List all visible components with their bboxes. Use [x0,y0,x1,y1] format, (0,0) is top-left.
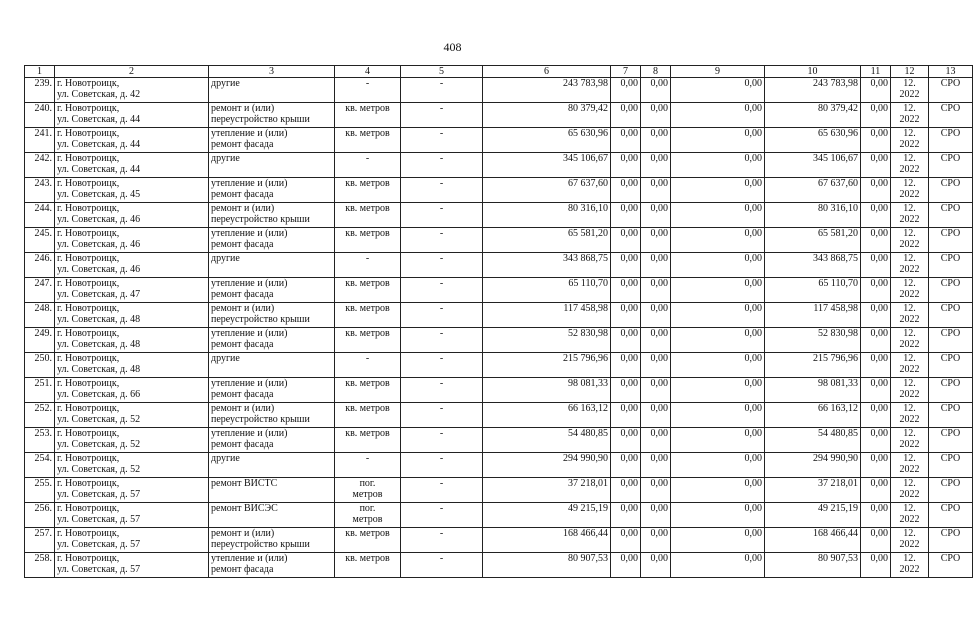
table-row [25,328,973,353]
cell-quantity: - [401,303,483,328]
cell-col-8: 0,00 [641,453,671,478]
cell-work-type: ремонт и (или) переустройство крыши [209,528,335,553]
cell-col-11: 0,00 [861,178,891,203]
cell-col-7: 0,00 [611,203,641,228]
cell-method: СРО [929,453,973,478]
page-number: 408 [443,40,462,54]
cell-unit: кв. метров [335,278,401,303]
cell-deadline: 12. 2022 [891,203,929,228]
cell-total-cost: 80 379,42 [483,103,611,128]
cell-col-9: 0,00 [671,328,765,353]
cell-work-type: утепление и (или) ремонт фасада [209,328,335,353]
cell-total-cost: 117 458,98 [483,303,611,328]
cell-col-10: 168 466,44 [765,528,861,553]
cell-col-9: 0,00 [671,428,765,453]
cell-total-cost: 80 907,53 [483,553,611,578]
cell-method: СРО [929,78,973,103]
cell-method: СРО [929,128,973,153]
cell-total-cost: 49 215,19 [483,503,611,528]
cell-row-number: 252. [25,403,55,428]
column-header-2: 2 [55,66,209,78]
cell-deadline: 12. 2022 [891,528,929,553]
cell-row-number: 255. [25,478,55,503]
cell-col-10: 54 480,85 [765,428,861,453]
column-header-3: 3 [209,66,335,78]
cell-col-11: 0,00 [861,278,891,303]
cell-col-10: 80 379,42 [765,103,861,128]
cell-col-9: 0,00 [671,378,765,403]
cell-col-11: 0,00 [861,353,891,378]
cell-address: г. Новотроицк, ул. Советская, д. 48 [55,328,209,353]
cell-deadline: 12. 2022 [891,153,929,178]
cell-col-10: 37 218,01 [765,478,861,503]
cell-work-type: утепление и (или) ремонт фасада [209,378,335,403]
cell-address: г. Новотроицк, ул. Советская, д. 52 [55,453,209,478]
cell-unit: - [335,353,401,378]
cell-method: СРО [929,328,973,353]
cell-col-11: 0,00 [861,253,891,278]
cell-deadline: 12. 2022 [891,478,929,503]
cell-work-type: другие [209,353,335,378]
cell-work-type: утепление и (или) ремонт фасада [209,178,335,203]
cell-col-10: 343 868,75 [765,253,861,278]
cell-method: СРО [929,353,973,378]
cell-address: г. Новотроицк, ул. Советская, д. 52 [55,403,209,428]
cell-row-number: 254. [25,453,55,478]
cell-address: г. Новотроицк, ул. Советская, д. 57 [55,503,209,528]
cell-address: г. Новотроицк, ул. Советская, д. 44 [55,153,209,178]
cell-quantity: - [401,78,483,103]
cell-quantity: - [401,353,483,378]
cell-row-number: 241. [25,128,55,153]
cell-quantity: - [401,328,483,353]
cell-col-7: 0,00 [611,503,641,528]
cell-address: г. Новотроицк, ул. Советская, д. 48 [55,353,209,378]
cell-col-11: 0,00 [861,378,891,403]
table-row [25,78,973,103]
cell-col-9: 0,00 [671,228,765,253]
cell-work-type: ремонт и (или) переустройство крыши [209,203,335,228]
cell-col-9: 0,00 [671,528,765,553]
cell-deadline: 12. 2022 [891,553,929,578]
cell-col-7: 0,00 [611,153,641,178]
cell-work-type: утепление и (или) ремонт фасада [209,228,335,253]
cell-quantity: - [401,228,483,253]
cell-col-8: 0,00 [641,203,671,228]
cell-address: г. Новотроицк, ул. Советская, д. 44 [55,103,209,128]
cell-method: СРО [929,403,973,428]
table-row [25,378,973,403]
cell-col-9: 0,00 [671,453,765,478]
cell-unit: кв. метров [335,178,401,203]
cell-col-8: 0,00 [641,528,671,553]
cell-quantity: - [401,503,483,528]
cell-quantity: - [401,103,483,128]
cell-unit: - [335,153,401,178]
cell-col-9: 0,00 [671,178,765,203]
cell-col-9: 0,00 [671,278,765,303]
cell-total-cost: 215 796,96 [483,353,611,378]
cell-unit: пог. метров [335,503,401,528]
table-row [25,228,973,253]
cell-col-9: 0,00 [671,553,765,578]
cell-row-number: 251. [25,378,55,403]
cell-deadline: 12. 2022 [891,278,929,303]
cell-col-10: 215 796,96 [765,353,861,378]
cell-deadline: 12. 2022 [891,378,929,403]
cell-row-number: 249. [25,328,55,353]
cell-total-cost: 67 637,60 [483,178,611,203]
cell-col-10: 117 458,98 [765,303,861,328]
cell-col-9: 0,00 [671,128,765,153]
cell-row-number: 257. [25,528,55,553]
cell-col-7: 0,00 [611,328,641,353]
cell-col-10: 65 110,70 [765,278,861,303]
cell-unit: - [335,78,401,103]
table-row [25,553,973,578]
cell-address: г. Новотроицк, ул. Советская, д. 57 [55,553,209,578]
cell-col-9: 0,00 [671,203,765,228]
cell-address: г. Новотроицк, ул. Советская, д. 46 [55,228,209,253]
column-header-8: 8 [641,66,671,78]
cell-unit: кв. метров [335,303,401,328]
cell-address: г. Новотроицк, ул. Советская, д. 57 [55,478,209,503]
cell-quantity: - [401,453,483,478]
cell-address: г. Новотроицк, ул. Советская, д. 57 [55,528,209,553]
cell-col-10: 66 163,12 [765,403,861,428]
cell-col-11: 0,00 [861,78,891,103]
cell-unit: - [335,253,401,278]
cell-quantity: - [401,403,483,428]
cell-deadline: 12. 2022 [891,128,929,153]
cell-col-11: 0,00 [861,328,891,353]
cell-method: СРО [929,503,973,528]
cell-col-8: 0,00 [641,178,671,203]
cell-col-7: 0,00 [611,553,641,578]
cell-deadline: 12. 2022 [891,253,929,278]
cell-row-number: 243. [25,178,55,203]
cell-col-7: 0,00 [611,303,641,328]
cell-col-10: 80 907,53 [765,553,861,578]
cell-total-cost: 98 081,33 [483,378,611,403]
cell-row-number: 253. [25,428,55,453]
cell-quantity: - [401,478,483,503]
cell-row-number: 245. [25,228,55,253]
header-row [25,66,973,78]
table-row [25,503,973,528]
cell-total-cost: 37 218,01 [483,478,611,503]
cell-col-9: 0,00 [671,478,765,503]
cell-col-11: 0,00 [861,103,891,128]
cell-method: СРО [929,303,973,328]
cell-col-7: 0,00 [611,228,641,253]
cell-unit: кв. метров [335,553,401,578]
cell-unit: пог. метров [335,478,401,503]
cell-col-7: 0,00 [611,78,641,103]
cell-col-7: 0,00 [611,103,641,128]
cell-total-cost: 243 783,98 [483,78,611,103]
table-row [25,203,973,228]
cell-work-type: утепление и (или) ремонт фасада [209,428,335,453]
cell-quantity: - [401,153,483,178]
cell-address: г. Новотроицк, ул. Советская, д. 47 [55,278,209,303]
cell-address: г. Новотроицк, ул. Советская, д. 44 [55,128,209,153]
cell-row-number: 247. [25,278,55,303]
cell-address: г. Новотроицк, ул. Советская, д. 45 [55,178,209,203]
cell-col-8: 0,00 [641,278,671,303]
cell-deadline: 12. 2022 [891,103,929,128]
cell-work-type: утепление и (или) ремонт фасада [209,553,335,578]
cell-work-type: ремонт и (или) переустройство крыши [209,403,335,428]
cell-work-type: другие [209,253,335,278]
cell-col-9: 0,00 [671,78,765,103]
cell-col-11: 0,00 [861,528,891,553]
cell-total-cost: 345 106,67 [483,153,611,178]
cell-quantity: - [401,178,483,203]
cell-total-cost: 65 110,70 [483,278,611,303]
cell-total-cost: 294 990,90 [483,453,611,478]
cell-col-8: 0,00 [641,478,671,503]
cell-col-8: 0,00 [641,303,671,328]
cell-col-10: 80 316,10 [765,203,861,228]
cell-row-number: 250. [25,353,55,378]
cell-work-type: ремонт и (или) переустройство крыши [209,103,335,128]
cell-total-cost: 52 830,98 [483,328,611,353]
cell-method: СРО [929,153,973,178]
cell-col-8: 0,00 [641,253,671,278]
table-header [25,66,973,78]
cell-col-8: 0,00 [641,328,671,353]
cell-unit: кв. метров [335,203,401,228]
cell-deadline: 12. 2022 [891,178,929,203]
cell-col-9: 0,00 [671,253,765,278]
cell-total-cost: 54 480,85 [483,428,611,453]
cell-method: СРО [929,528,973,553]
cell-col-7: 0,00 [611,378,641,403]
cell-col-9: 0,00 [671,503,765,528]
cell-col-11: 0,00 [861,403,891,428]
column-header-13: 13 [929,66,973,78]
cell-work-type: ремонт ВИСЭС [209,503,335,528]
cell-deadline: 12. 2022 [891,303,929,328]
table-row [25,403,973,428]
table-row [25,278,973,303]
cell-col-8: 0,00 [641,378,671,403]
cell-col-7: 0,00 [611,478,641,503]
cell-method: СРО [929,478,973,503]
table-row [25,428,973,453]
cell-col-11: 0,00 [861,503,891,528]
cell-col-9: 0,00 [671,153,765,178]
cell-deadline: 12. 2022 [891,428,929,453]
cell-col-8: 0,00 [641,78,671,103]
cell-quantity: - [401,128,483,153]
cell-address: г. Новотроицк, ул. Советская, д. 42 [55,78,209,103]
cell-work-type: другие [209,153,335,178]
cell-col-8: 0,00 [641,228,671,253]
cell-col-7: 0,00 [611,403,641,428]
cell-col-11: 0,00 [861,228,891,253]
cell-col-11: 0,00 [861,303,891,328]
cell-work-type: ремонт ВИСТС [209,478,335,503]
cell-row-number: 242. [25,153,55,178]
cell-quantity: - [401,253,483,278]
column-header-6: 6 [483,66,611,78]
cell-address: г. Новотроицк, ул. Советская, д. 46 [55,203,209,228]
cell-col-10: 98 081,33 [765,378,861,403]
cell-work-type: утепление и (или) ремонт фасада [209,278,335,303]
cell-col-10: 49 215,19 [765,503,861,528]
cell-col-10: 243 783,98 [765,78,861,103]
cell-col-8: 0,00 [641,103,671,128]
cell-unit: кв. метров [335,378,401,403]
cell-row-number: 244. [25,203,55,228]
cell-total-cost: 80 316,10 [483,203,611,228]
cell-col-8: 0,00 [641,503,671,528]
cell-method: СРО [929,378,973,403]
cell-total-cost: 168 466,44 [483,528,611,553]
table-row [25,178,973,203]
cell-work-type: другие [209,453,335,478]
table-row [25,478,973,503]
cell-row-number: 258. [25,553,55,578]
cell-address: г. Новотроицк, ул. Советская, д. 46 [55,253,209,278]
table-row [25,353,973,378]
cell-col-7: 0,00 [611,253,641,278]
table-row [25,103,973,128]
cell-method: СРО [929,428,973,453]
cell-address: г. Новотроицк, ул. Советская, д. 48 [55,303,209,328]
column-header-1: 1 [25,66,55,78]
cell-row-number: 246. [25,253,55,278]
cell-total-cost: 343 868,75 [483,253,611,278]
cell-unit: кв. метров [335,403,401,428]
cell-col-7: 0,00 [611,453,641,478]
table-row [25,253,973,278]
table-row [25,303,973,328]
cell-deadline: 12. 2022 [891,503,929,528]
cell-unit: кв. метров [335,428,401,453]
cell-col-10: 67 637,60 [765,178,861,203]
cell-quantity: - [401,378,483,403]
cell-deadline: 12. 2022 [891,78,929,103]
table-row [25,128,973,153]
cell-col-7: 0,00 [611,128,641,153]
cell-method: СРО [929,553,973,578]
cell-col-9: 0,00 [671,103,765,128]
cell-col-8: 0,00 [641,403,671,428]
cell-method: СРО [929,253,973,278]
cell-work-type: другие [209,78,335,103]
cell-col-9: 0,00 [671,403,765,428]
cell-total-cost: 65 630,96 [483,128,611,153]
cell-quantity: - [401,528,483,553]
cell-address: г. Новотроицк, ул. Советская, д. 52 [55,428,209,453]
table-row [25,153,973,178]
cell-col-7: 0,00 [611,278,641,303]
cell-address: г. Новотроицк, ул. Советская, д. 66 [55,378,209,403]
cell-method: СРО [929,178,973,203]
cell-unit: кв. метров [335,328,401,353]
cell-col-8: 0,00 [641,128,671,153]
cell-quantity: - [401,553,483,578]
cell-unit: кв. метров [335,228,401,253]
cell-deadline: 12. 2022 [891,328,929,353]
cell-col-10: 65 581,20 [765,228,861,253]
cell-unit: кв. метров [335,103,401,128]
cell-deadline: 12. 2022 [891,453,929,478]
table-row [25,528,973,553]
cell-deadline: 12. 2022 [891,353,929,378]
cell-row-number: 256. [25,503,55,528]
cell-col-10: 52 830,98 [765,328,861,353]
cell-unit: - [335,453,401,478]
cell-col-11: 0,00 [861,453,891,478]
column-header-10: 10 [765,66,861,78]
cell-total-cost: 66 163,12 [483,403,611,428]
cell-total-cost: 65 581,20 [483,228,611,253]
cell-col-11: 0,00 [861,478,891,503]
cell-col-7: 0,00 [611,353,641,378]
cell-col-7: 0,00 [611,178,641,203]
cell-col-8: 0,00 [641,153,671,178]
cell-col-11: 0,00 [861,203,891,228]
cell-col-11: 0,00 [861,153,891,178]
cell-deadline: 12. 2022 [891,228,929,253]
cell-col-8: 0,00 [641,428,671,453]
cell-col-10: 65 630,96 [765,128,861,153]
column-header-7: 7 [611,66,641,78]
column-header-4: 4 [335,66,401,78]
cell-method: СРО [929,103,973,128]
cell-unit: кв. метров [335,528,401,553]
column-header-5: 5 [401,66,483,78]
cell-method: СРО [929,278,973,303]
cell-deadline: 12. 2022 [891,403,929,428]
cell-method: СРО [929,203,973,228]
cell-quantity: - [401,428,483,453]
column-header-12: 12 [891,66,929,78]
cell-unit: кв. метров [335,128,401,153]
cell-col-11: 0,00 [861,553,891,578]
cell-row-number: 239. [25,78,55,103]
cell-method: СРО [929,228,973,253]
cell-col-8: 0,00 [641,353,671,378]
cell-col-9: 0,00 [671,353,765,378]
cell-col-7: 0,00 [611,428,641,453]
cell-col-9: 0,00 [671,303,765,328]
cell-col-7: 0,00 [611,528,641,553]
cell-quantity: - [401,278,483,303]
table-body [25,78,973,578]
repair-schedule-table [24,65,973,578]
cell-work-type: ремонт и (или) переустройство крыши [209,303,335,328]
column-header-11: 11 [861,66,891,78]
cell-col-11: 0,00 [861,428,891,453]
cell-work-type: утепление и (или) ремонт фасада [209,128,335,153]
cell-col-8: 0,00 [641,553,671,578]
cell-row-number: 248. [25,303,55,328]
cell-col-10: 294 990,90 [765,453,861,478]
column-header-9: 9 [671,66,765,78]
cell-quantity: - [401,203,483,228]
table-row [25,453,973,478]
cell-col-11: 0,00 [861,128,891,153]
cell-row-number: 240. [25,103,55,128]
cell-col-10: 345 106,67 [765,153,861,178]
